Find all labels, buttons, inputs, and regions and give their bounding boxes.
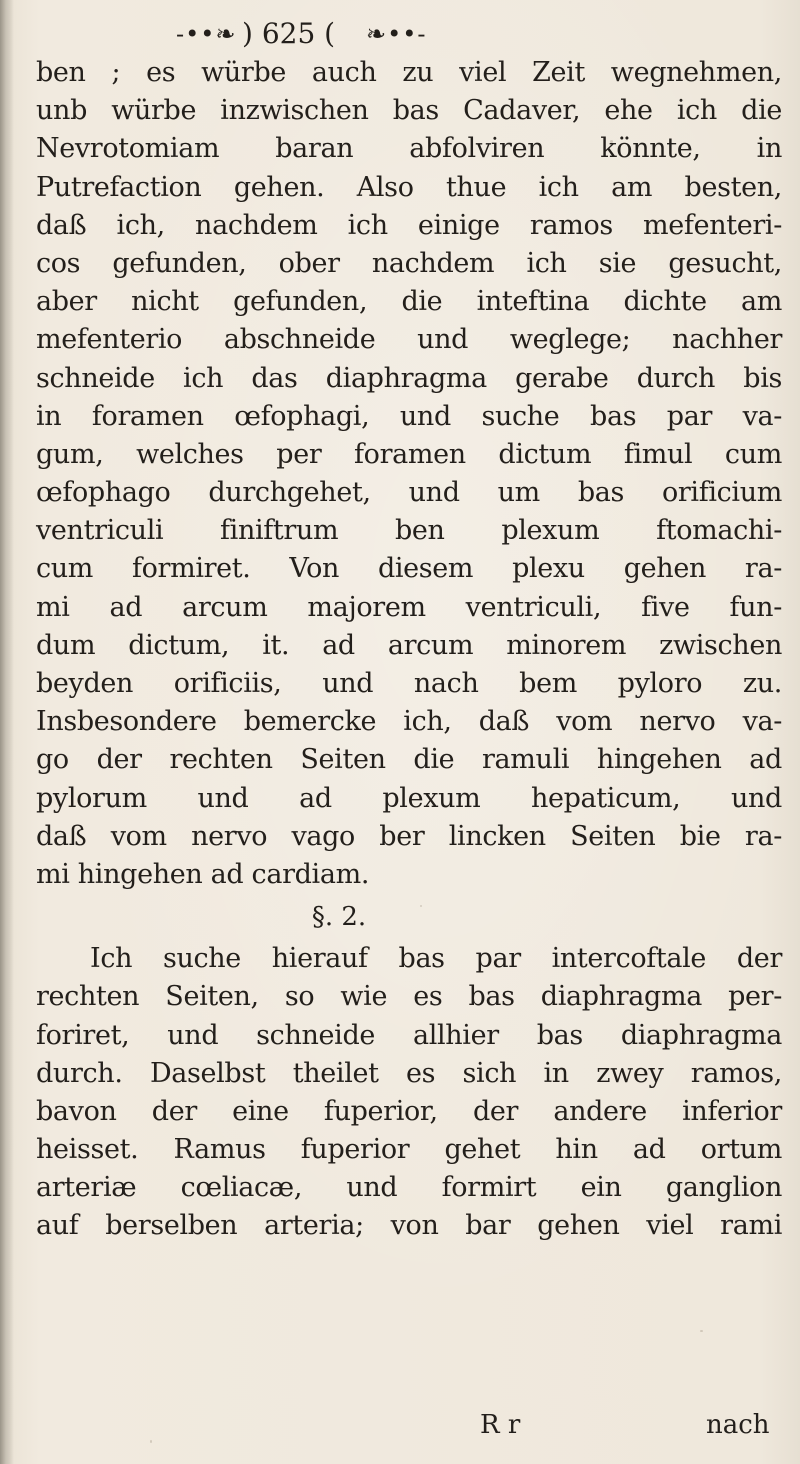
text-line: ben ; es würbe auch zu viel Zeit wegnehmen, [36, 57, 782, 88]
text-line: dum dictum, it. ad arcum minorem zwischen [36, 629, 782, 661]
signature-mark: R r [480, 1410, 521, 1440]
text-line: Nevrotomiam baran abfolviren könnte, in [36, 133, 782, 165]
text-line: aber nicht gefunden, die inteftina dichte am [36, 286, 782, 318]
text-line: daß vom nervo vago ber lincken Seiten bie ra- [36, 820, 782, 852]
page-footer [0, 1405, 800, 1445]
text-line: mefenterio abschneide und weglege; nachher [36, 324, 782, 356]
text-line: bavon der eine fuperior, der andere inferior [36, 1095, 782, 1127]
ornament-left: -••❧ [176, 20, 237, 48]
text-line: ventriculi finiftrum ben plexum ftomachi- [36, 515, 782, 547]
text-line: beyden orificiis, und nach bem pyloro zu. [36, 668, 782, 699]
running-head [0, 14, 800, 54]
paper-speck [700, 1330, 703, 1332]
section-heading: §. 2. [311, 902, 367, 933]
text-line: gum, welches per foramen dictum fimul cum [36, 438, 782, 470]
text-line: in foramen œfophagi, und suche bas par va- [36, 400, 782, 432]
page-gutter [0, 0, 14, 1464]
text-line: durch. Daselbst theilet es sich in zwey ramos, [36, 1057, 782, 1089]
text-line: cum formiret. Von diesem plexu gehen ra- [36, 553, 782, 585]
text-line: pylorum und ad plexum hepaticum, und [36, 782, 782, 814]
text-line: œfophago durchgehet, und um bas orificium [36, 477, 782, 509]
paper-speck [610, 140, 613, 143]
body-text [36, 54, 782, 1246]
text-line: unb würbe inzwischen bas Cadaver, ehe ich die [36, 95, 782, 127]
text-line: foriret, und schneide allhier bas diaphragma [36, 1019, 782, 1051]
text-line: auf berselben arteria; von bar gehen viel rami [36, 1210, 782, 1242]
text-line: schneide ich das diaphragma gerabe durch bis [36, 362, 782, 394]
paper-speck [150, 1440, 152, 1443]
text-line: mi ad arcum majorem ventriculi, five fun- [36, 591, 782, 623]
page-number: ) 625 ( [242, 17, 336, 50]
text-line: cos gefunden, ober nachdem ich sie gesucht, [36, 247, 782, 279]
text-line: rechten Seiten, so wie es bas diaphragma per- [36, 981, 782, 1013]
paper-speck [420, 905, 422, 907]
text-line: mi hingehen ad cardiam. [36, 858, 370, 890]
text-line: daß ich, nachdem ich einige ramos mefenteri- [36, 209, 782, 241]
catchword: nach [706, 1410, 770, 1440]
text-line: Putrefaction gehen. Also thue ich am besten, [36, 171, 782, 203]
text-line: go der rechten Seiten die ramuli hingehen ad [36, 744, 782, 776]
text-line: Insbesondere bemercke ich, daß vom nervo va- [36, 706, 782, 738]
text-line: Ich suche hierauf bas par intercoftale der [90, 943, 782, 975]
ornament-right: ❧••- [366, 20, 427, 48]
text-line: arteriæ cœliacæ, und formirt ein ganglion [36, 1172, 782, 1204]
text-line: heisset. Ramus fuperior gehet hin ad ortum [36, 1134, 782, 1166]
